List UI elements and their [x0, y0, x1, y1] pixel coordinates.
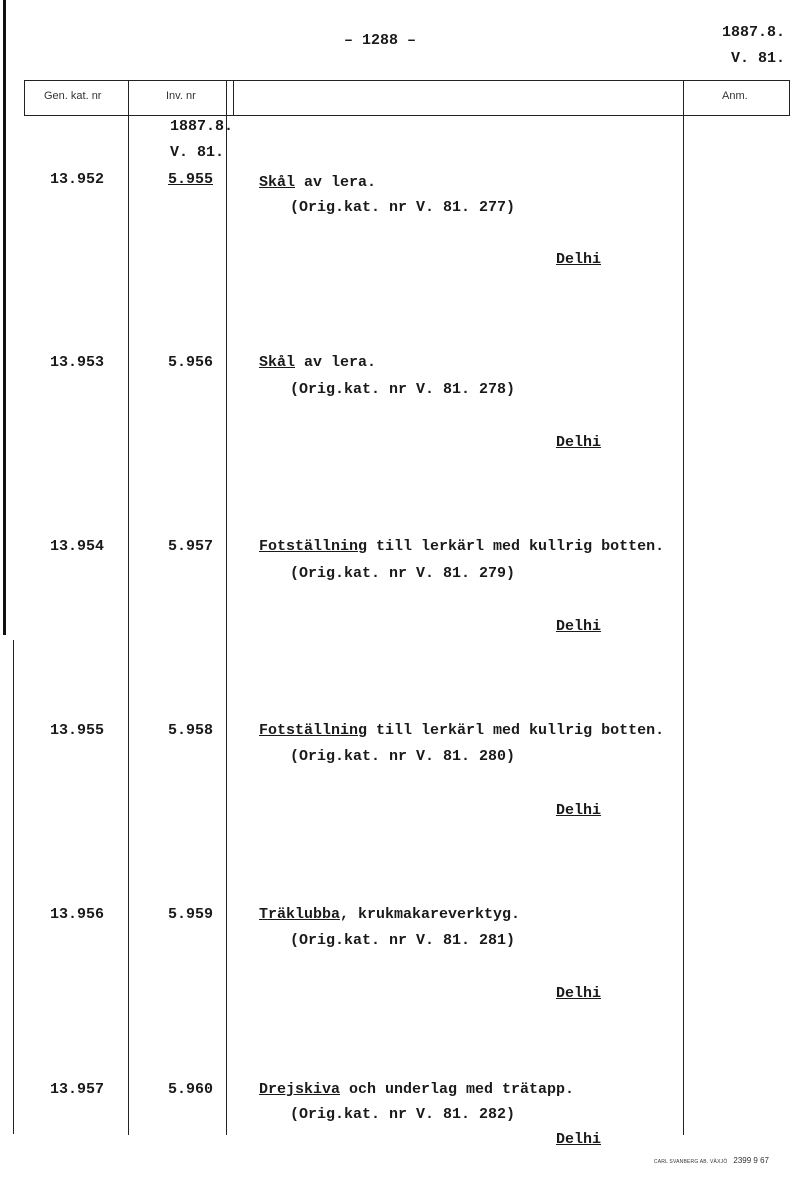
inv-number: 5.959	[168, 906, 214, 923]
object-detail: till lerkärl med kullrig botten.	[367, 538, 665, 555]
left-margin-bar	[3, 0, 6, 635]
header-ref-year: 1887.8.	[721, 24, 785, 41]
header-ref-series: V. 81.	[730, 50, 785, 67]
object-name: Fotställning	[259, 538, 368, 555]
gen-kat-number: 13.953	[50, 354, 105, 371]
object-name: Träklubba	[259, 906, 341, 923]
gen-kat-number: 13.957	[50, 1081, 105, 1098]
gen-kat-number: 13.954	[50, 538, 105, 555]
object-detail: och underlag med trätapp.	[340, 1081, 575, 1098]
place-of-origin: Delhi	[556, 251, 602, 268]
inv-number: 5.955	[168, 171, 214, 188]
page-number: – 1288 –	[343, 32, 416, 49]
printer-stamp	[654, 1156, 769, 1165]
orig-catalog-ref: (Orig.kat. nr V. 81. 282)	[290, 1106, 516, 1123]
form-code: 2399 9 67	[733, 1156, 769, 1165]
orig-catalog-ref: (Orig.kat. nr V. 81. 280)	[290, 748, 516, 765]
object-name: Skål	[259, 354, 296, 371]
table-right-edge	[789, 80, 790, 116]
orig-catalog-ref: (Orig.kat. nr V. 81. 278)	[290, 381, 516, 398]
object-description	[259, 722, 664, 739]
gen-kat-number: 13.952	[50, 171, 105, 188]
column-rule-inv	[226, 80, 227, 1135]
object-detail: , krukmakareverktyg.	[340, 906, 521, 923]
lower-left-margin-rule	[13, 640, 14, 1134]
object-description	[259, 354, 376, 371]
table-left-edge	[24, 80, 25, 116]
inv-number: 5.956	[168, 354, 214, 371]
object-detail: av lera.	[295, 174, 377, 191]
place-of-origin: Delhi	[556, 802, 602, 819]
object-description	[259, 1081, 574, 1098]
place-of-origin: Delhi	[556, 434, 602, 451]
object-name: Skål	[259, 174, 296, 191]
object-name: Drejskiva	[259, 1081, 341, 1098]
column-rule-anm	[683, 80, 684, 1135]
column-rule-desc	[233, 80, 234, 116]
column-header-gen-kat: Gen. kat. nr	[44, 90, 102, 102]
orig-catalog-ref: (Orig.kat. nr V. 81. 277)	[290, 199, 516, 216]
place-of-origin: Delhi	[556, 618, 602, 635]
column-header-anm: Anm.	[722, 90, 748, 102]
inv-number: 5.958	[168, 722, 214, 739]
object-description	[259, 906, 520, 923]
place-of-origin: Delhi	[556, 1131, 602, 1148]
gen-kat-number: 13.956	[50, 906, 105, 923]
gen-kat-number: 13.955	[50, 722, 105, 739]
object-detail: till lerkärl med kullrig botten.	[367, 722, 665, 739]
inv-number: 5.957	[168, 538, 214, 555]
object-detail: av lera.	[295, 354, 377, 371]
block-ref-series: V. 81.	[170, 144, 225, 161]
orig-catalog-ref: (Orig.kat. nr V. 81. 279)	[290, 565, 516, 582]
column-rule-gen	[128, 80, 129, 1135]
block-ref-year: 1887.8.	[170, 118, 234, 135]
orig-catalog-ref: (Orig.kat. nr V. 81. 281)	[290, 932, 516, 949]
printer-name: CARL SVANBERG AB. VÄXJÖ	[653, 1159, 728, 1165]
object-description	[259, 538, 664, 555]
header-bottom-rule	[24, 115, 790, 116]
place-of-origin: Delhi	[556, 985, 602, 1002]
object-description	[259, 174, 376, 191]
inv-number: 5.960	[168, 1081, 214, 1098]
column-header-inv: Inv. nr	[166, 90, 196, 102]
object-name: Fotställning	[259, 722, 368, 739]
table-top-rule	[24, 80, 790, 81]
